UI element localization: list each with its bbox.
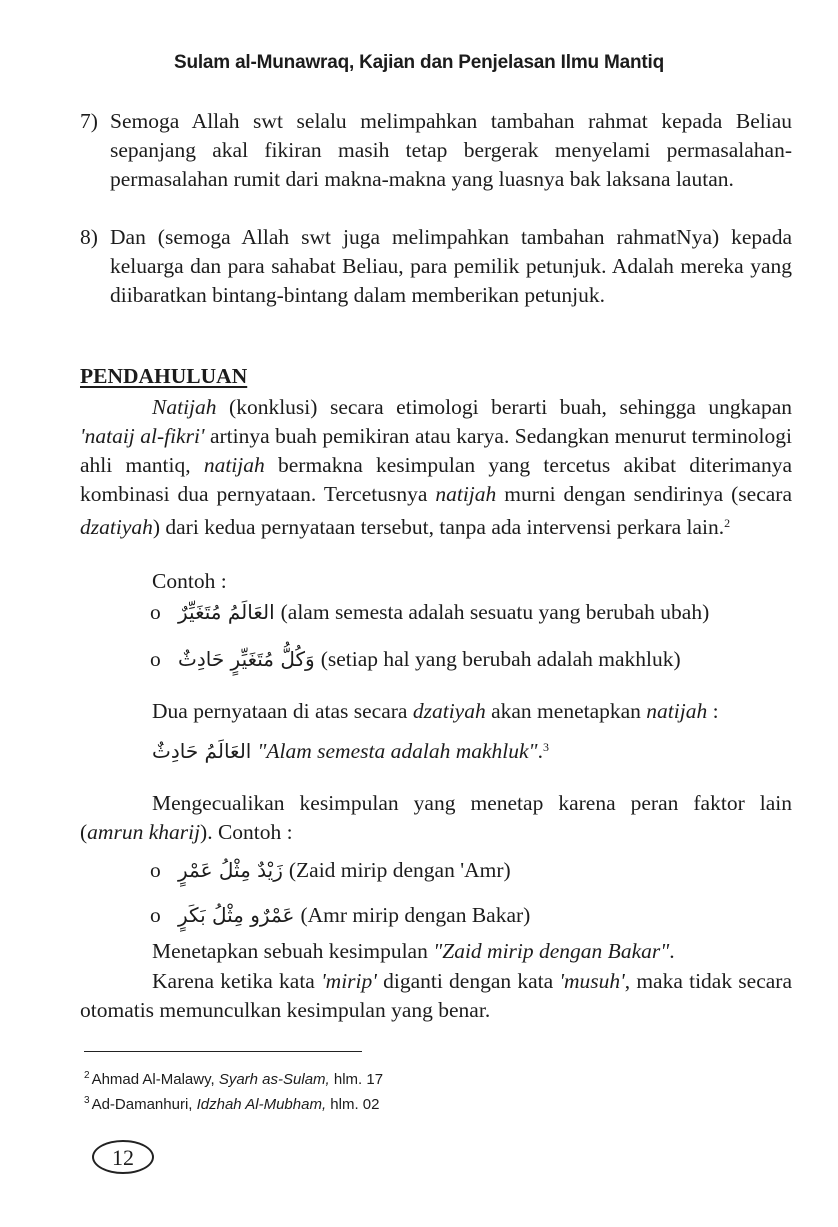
list-item-number: 7) (80, 109, 98, 133)
text-run: . (537, 739, 543, 763)
bullet-icon: o (150, 903, 161, 927)
example-item (150, 901, 530, 930)
text-run: diganti dengan kata (376, 969, 560, 993)
list-item-text: Semoga Allah swt selalu melimpahkan tambahan rahmat kepada Beliau sepanjang akal fikiran masih tetap bergerak menyelami permasalahan-permasalahan rumit dari makna-makna yang luasnya bak laksana lautan. (110, 109, 792, 191)
page-number: 12 (92, 1140, 154, 1174)
text-run: Menetapkan sebuah kesimpulan (152, 939, 434, 963)
arabic-phrase: العَالَمُ حَادِثٌ (152, 739, 252, 763)
list-item-7 (80, 107, 792, 194)
term-natijah: natijah (646, 699, 708, 723)
footnote-title: Syarh as-Sulam, (218, 1071, 330, 1088)
footnote-ref[interactable]: 3 (542, 740, 549, 754)
footnote-author: Ad-Damanhuri, (91, 1096, 197, 1113)
text-run: Mengecualikan kesimpulan yang menetap karena peran faktor lain ( (80, 791, 792, 844)
footnote-author: Ahmad Al-Malawy, (91, 1071, 219, 1088)
text-run: , maka tidak secara otomatis memunculkan kesimpulan yang benar. (80, 969, 793, 1022)
footnote-page: hlm. 17 (329, 1071, 384, 1088)
text-run: artinya buah pemikiran atau karya. Sedangkan menurut terminologi ahli mantiq, (80, 424, 792, 477)
bullet-icon: o (150, 858, 161, 882)
result-paragraph (152, 937, 792, 966)
text-run: : (707, 699, 719, 723)
quoted-conclusion: "Zaid mirip dengan Bakar" (433, 939, 670, 963)
term-nataij: 'nataij al-fikri' (80, 424, 205, 448)
term-natijah: natijah (435, 482, 497, 506)
example-item (150, 645, 681, 674)
bullet-icon: o (150, 600, 161, 624)
bullet-icon: o (150, 647, 161, 671)
intro-paragraph (80, 393, 792, 542)
list-item-text: Dan (semoga Allah swt juga melimpahkan tambahan rahmatNya) kepada keluarga dan para sahabat Beliau, para pemilik petunjuk. Adalah mereka yang diibaratkan bintang-bintang dalam memberikan petunjuk. (110, 225, 792, 307)
text-run: . (669, 939, 675, 963)
section-heading: PENDAHULUAN (80, 364, 248, 388)
arabic-phrase: عَمْرٌو مِثْلُ بَكَرٍ (178, 903, 295, 927)
text-run: Dua pernyataan di atas secara (152, 699, 413, 723)
text-run: bermakna kesimpulan yang tercetus akibat diterimanya kombinasi dua pernyataan. Tercetusnya (80, 453, 792, 506)
text-run: ). Contoh : (200, 820, 293, 844)
footnote-title: Idzhah Al-Mubham, (196, 1096, 327, 1113)
footnote-ref[interactable]: 2 (724, 516, 731, 530)
footnote-divider (84, 1051, 362, 1052)
term-mirip: 'mirip' (321, 969, 377, 993)
text-run: Karena ketika kata (152, 969, 322, 993)
term-dzatiyah: dzatiyah (80, 515, 153, 539)
example-item (150, 856, 511, 885)
list-item-8 (80, 223, 792, 310)
footnote-2 (84, 1066, 383, 1090)
example-translation: (Zaid mirip dengan 'Amr) (288, 858, 511, 882)
footnote-3 (84, 1091, 379, 1115)
arabic-phrase: وَكُلُّ مُتَغَيِّرٍ حَادِثٌ (178, 647, 315, 671)
footnote-number: 3 (84, 1095, 90, 1106)
footnote-page: hlm. 02 (326, 1096, 380, 1113)
text-run: akan menetapkan (485, 699, 647, 723)
footnote-number: 2 (84, 1070, 90, 1081)
term-dzatiyah: dzatiyah (412, 699, 486, 723)
text-run: murni dengan sendirinya (secara (496, 482, 792, 506)
text-run: ) dari kedua pernyataan tersebut, tanpa ada intervensi perkara lain. (152, 515, 725, 539)
example-translation: (Amr mirip dengan Bakar) (300, 903, 531, 927)
term-musuh: 'musuh' (559, 969, 625, 993)
term-natijah: Natijah (152, 395, 217, 419)
arabic-phrase: العَالَمُ مُتَغَيِّرٌ (178, 600, 275, 624)
example-label: Contoh : (152, 569, 227, 593)
arabic-phrase: زَيْدٌ مِثْلُ عَمْرٍ (178, 858, 283, 882)
exception-paragraph (80, 789, 792, 847)
term-natijah: natijah (203, 453, 265, 477)
closing-paragraph (80, 967, 792, 1025)
quoted-conclusion: "Alam semesta adalah makhluk" (257, 739, 538, 763)
example-item (150, 598, 709, 627)
term-amrun-kharij: amrun kharij (87, 820, 201, 844)
conclusion-line (152, 733, 792, 766)
example-translation: (alam semesta adalah sesuatu yang berubah ubah) (280, 600, 710, 624)
text-run: (konklusi) secara etimologi berarti buah, sehingga ungkapan (216, 395, 792, 419)
conclusion-paragraph (152, 697, 792, 726)
list-item-number: 8) (80, 225, 98, 249)
example-translation: (setiap hal yang berubah adalah makhluk) (320, 647, 681, 671)
running-header: Sulam al-Munawraq, Kajian dan Penjelasan Ilmu Mantiq (173, 52, 665, 73)
